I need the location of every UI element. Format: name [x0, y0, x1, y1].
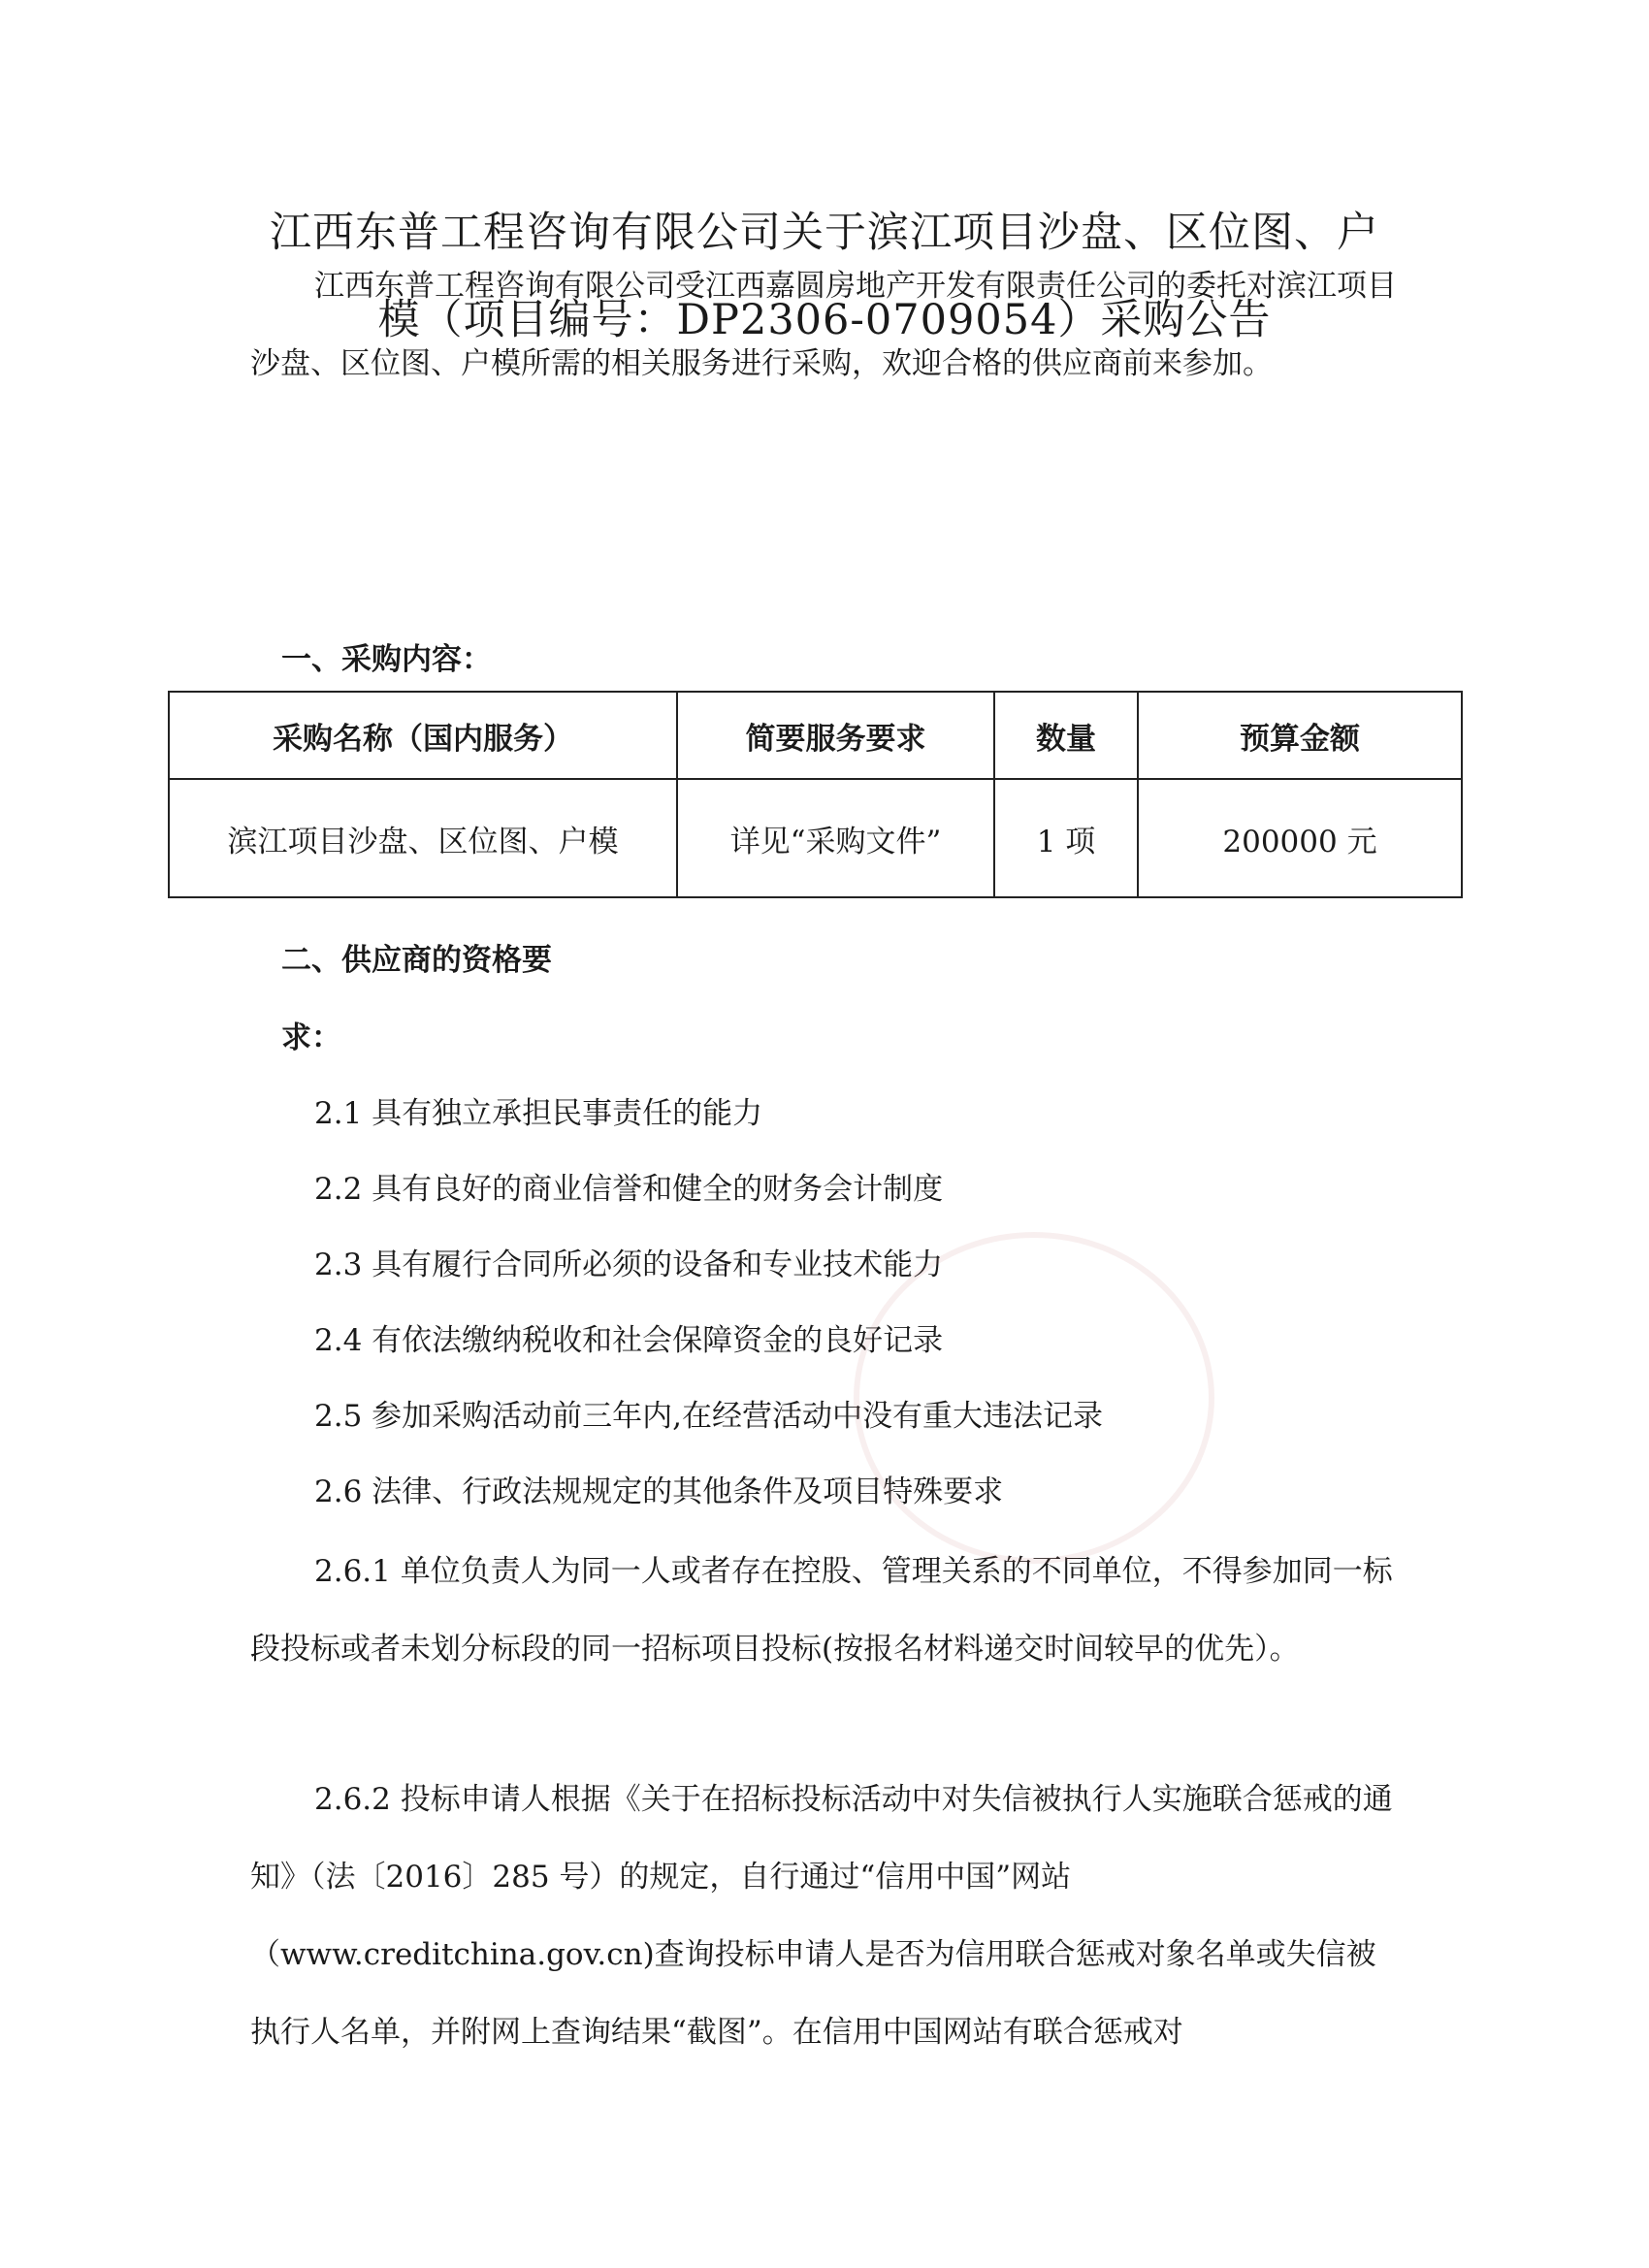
requirement-paragraph-2-6-1: 2.6.1 单位负责人为同一人或者存在控股、管理关系的不同单位，不得参加同一标段投标或者未划分标段的同一招标项目投标(按报名材料递交时间较早的优先）。	[250, 1554, 1393, 1667]
table-header-cell: 数量	[994, 692, 1138, 779]
requirement-item: 2.6 法律、行政法规规定的其他条件及项目特殊要求	[314, 1474, 1004, 1509]
table-header-row	[169, 692, 1462, 779]
intro-paragraph: 江西东普工程咨询有限公司受江西嘉圆房地产开发有限责任公司的委托对滨江项目沙盘、区位图、户模所需的相关服务进行采购，欢迎合格的供应商前来参加。	[250, 269, 1397, 381]
section-2-heading: 二、供应商的资格要	[281, 943, 552, 978]
requirement-item: 2.3 具有履行合同所必须的设备和专业技术能力	[314, 1247, 944, 1282]
title-line-1: 江西东普工程咨询有限公司关于滨江项目沙盘、区位图、户	[270, 209, 1379, 257]
table-cell: 200000 元	[1138, 779, 1462, 897]
section-2-heading-continued: 求：	[281, 1021, 341, 1055]
requirement-item: 2.1 具有独立承担民事责任的能力	[314, 1096, 763, 1131]
requirement-item: 2.5 参加采购活动前三年内,在经营活动中没有重大违法记录	[314, 1399, 1104, 1434]
table-header-cell: 采购名称（国内服务）	[169, 692, 677, 779]
title-line-2: 模（项目编号：DP2306-0709054）采购公告	[377, 296, 1272, 344]
requirement-item: 2.2 具有良好的商业信誉和健全的财务会计制度	[314, 1172, 944, 1207]
table-cell: 1 项	[994, 779, 1138, 897]
requirement-paragraph-2-6-2: 2.6.2 投标申请人根据《关于在招标投标活动中对失信被执行人实施联合惩戒的通知》（法〔2016〕285 号）的规定，自行通过“信用中国”网站（www.creditchina.gov.cn)查询投标申请人是否为信用联合惩戒对象名单或失信被执行人名单，并附网上查询结果“截图”。在信用中国网站有联合惩戒对	[250, 1782, 1393, 2050]
table-header-cell: 预算金额	[1138, 692, 1462, 779]
table-row	[169, 779, 1462, 897]
table-cell: 滨江项目沙盘、区位图、户模	[169, 779, 677, 897]
requirement-item: 2.4 有依法缴纳税收和社会保障资金的良好记录	[314, 1323, 944, 1358]
table-cell: 详见“采购文件”	[677, 779, 994, 897]
procurement-table	[168, 691, 1463, 898]
table-header-cell: 简要服务要求	[677, 692, 994, 779]
section-1-heading: 一、采购内容：	[281, 642, 492, 677]
